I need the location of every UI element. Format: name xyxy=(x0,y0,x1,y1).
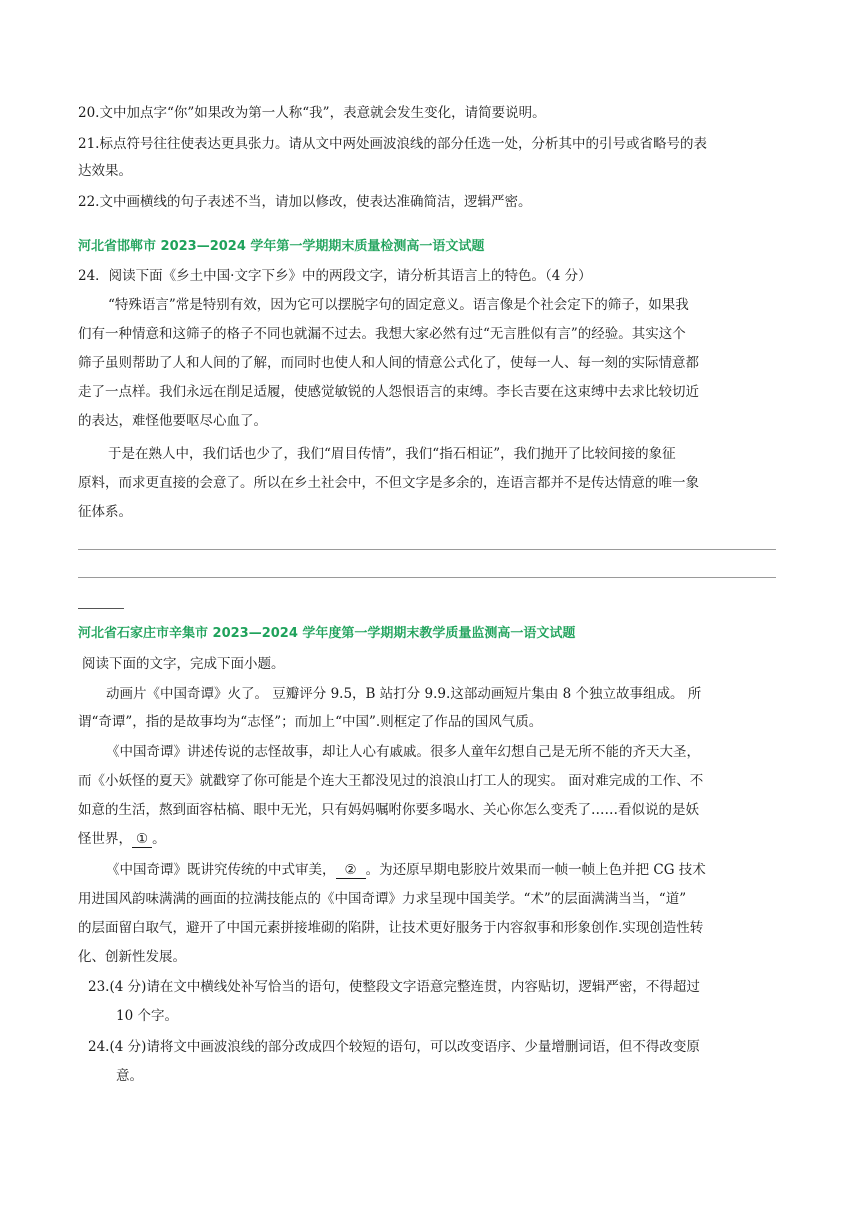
passage-line: 动画片《中国奇谭》火了。 豆瓣评分 9.5，B 站打分 9.9.这部动画短片集由 8 个独立故事组成。 所 xyxy=(106,686,702,702)
text-fragment: 。为还原早期电影胶片效果而一帧一帧上色并把 CG 技术 xyxy=(365,862,706,878)
section-heading-xinji: 河北省石家庄市辛集市 2023—2024 学年度第一学期期末教学质量监测高一语文试题 xyxy=(78,626,576,641)
question-21-line-2: 达效果。 xyxy=(78,163,132,179)
question-20: 20.文中加点字“你”如果改为第一人称“我”，表意就会发生变化，请简要说明。 xyxy=(78,105,546,121)
question-23-line-1: 23.(4 分)请在文中横线处补写恰当的语句，使整段文字语意完整连贯，内容贴切，逻辑严密，不得超过 xyxy=(88,979,700,995)
passage-line: 如意的生活，熬到面容枯槁、眼中无光，只有妈妈嘱咐你要多喝水、关心你怎么变秃了……看似说的是妖 xyxy=(78,802,699,818)
fill-blank-1: ① xyxy=(132,831,152,848)
passage-line: 走了一点样。我们永远在削足适履，使感觉敏锐的人怨恨语言的束缚。李长吉要在这束缚中去求比较切近 xyxy=(78,384,699,400)
fill-blank-2: ② xyxy=(336,862,366,879)
text-fragment: 怪世界， xyxy=(78,831,132,847)
question-23-line-2: 10 个字。 xyxy=(116,1008,178,1024)
passage-line: 征体系。 xyxy=(78,504,132,520)
question-24-line-1: 24.(4 分)请将文中画波浪线的部分改成四个较短的语句，可以改变语序、少量增删词语，但不得改变原 xyxy=(88,1039,700,1055)
passage-line-with-blank xyxy=(78,829,166,849)
passage-line: “特殊语言”常是特别有效，因为它可以摆脱字句的固定意义。语言像是个社会定下的筛子，如果我 xyxy=(108,297,689,313)
question-21-line-1: 21.标点符号往往使表达更具张力。请从文中两处画波浪线的部分任选一处，分析其中的引号或省略号的表 xyxy=(78,136,707,152)
passage-line: 用进国风韵味满满的画面的拉满技能点的《中国奇谭》力求呈现中国美学。“术”的层面满满当当，“道” xyxy=(78,891,687,907)
text-fragment: 。 xyxy=(152,831,166,847)
passage-line-with-blank xyxy=(106,860,706,880)
passage-line: 于是在熟人中，我们话也少了，我们“眉目传情”，我们“指石相证”，我们抛开了比较间接的象征 xyxy=(108,446,676,462)
section-intro: 阅读下面的文字，完成下面小题。 xyxy=(82,656,285,672)
section-heading-handan: 河北省邯郸市 2023—2024 学年第一学期期末质量检测高一语文试题 xyxy=(78,239,485,254)
passage-line: 们有一种情意和这筛子的格子不同也就漏不过去。我想大家必然有过“无言胜似有言”的经验。其实这个 xyxy=(78,326,686,342)
question-24-handan: 24．阅读下面《乡土中国·文字下乡》中的两段文字，请分析其语言上的特色。（4 分） xyxy=(78,268,592,284)
passage-line: 筛子虽则帮助了人和人间的了解，而同时也使人和人间的情意公式化了，使每一人、每一刻的实际情意都 xyxy=(78,355,699,371)
passage-line: 《中国奇谭》讲述传说的志怪故事，却让人心有戚戚。很多人童年幻想自己是无所不能的齐天大圣， xyxy=(106,744,700,760)
answer-line-short xyxy=(78,608,124,609)
passage-line: 的表达，难怪他要呕尽心血了。 xyxy=(78,413,267,429)
passage-line: 而《小妖怪的夏天》就戳穿了你可能是个连大王都没见过的浪浪山打工人的现实。 面对难完成的工作、不 xyxy=(78,773,704,789)
passage-line: 的层面留白取气，避开了中国元素拼接堆砌的陷阱，让技术更好服务于内容叙事和形象创作.实现创造性转 xyxy=(78,920,704,936)
answer-line xyxy=(78,549,776,550)
question-24-line-2: 意。 xyxy=(116,1068,143,1084)
question-22: 22.文中画横线的句子表述不当，请加以修改，使表达准确简洁，逻辑严密。 xyxy=(78,194,532,210)
passage-line: 谓“奇谭”，指的是故事均为“志怪”；而加上“中国”.则框定了作品的国风气质。 xyxy=(78,714,543,730)
text-fragment: 《中国奇谭》既讲究传统的中式审美， xyxy=(106,862,336,878)
passage-line: 化、创新性发展。 xyxy=(78,949,186,965)
passage-line: 原料，而求更直接的会意了。所以在乡土社会中，不但文字是多余的，连语言都并不是传达情意的唯一象 xyxy=(78,475,699,491)
answer-line xyxy=(78,577,776,578)
